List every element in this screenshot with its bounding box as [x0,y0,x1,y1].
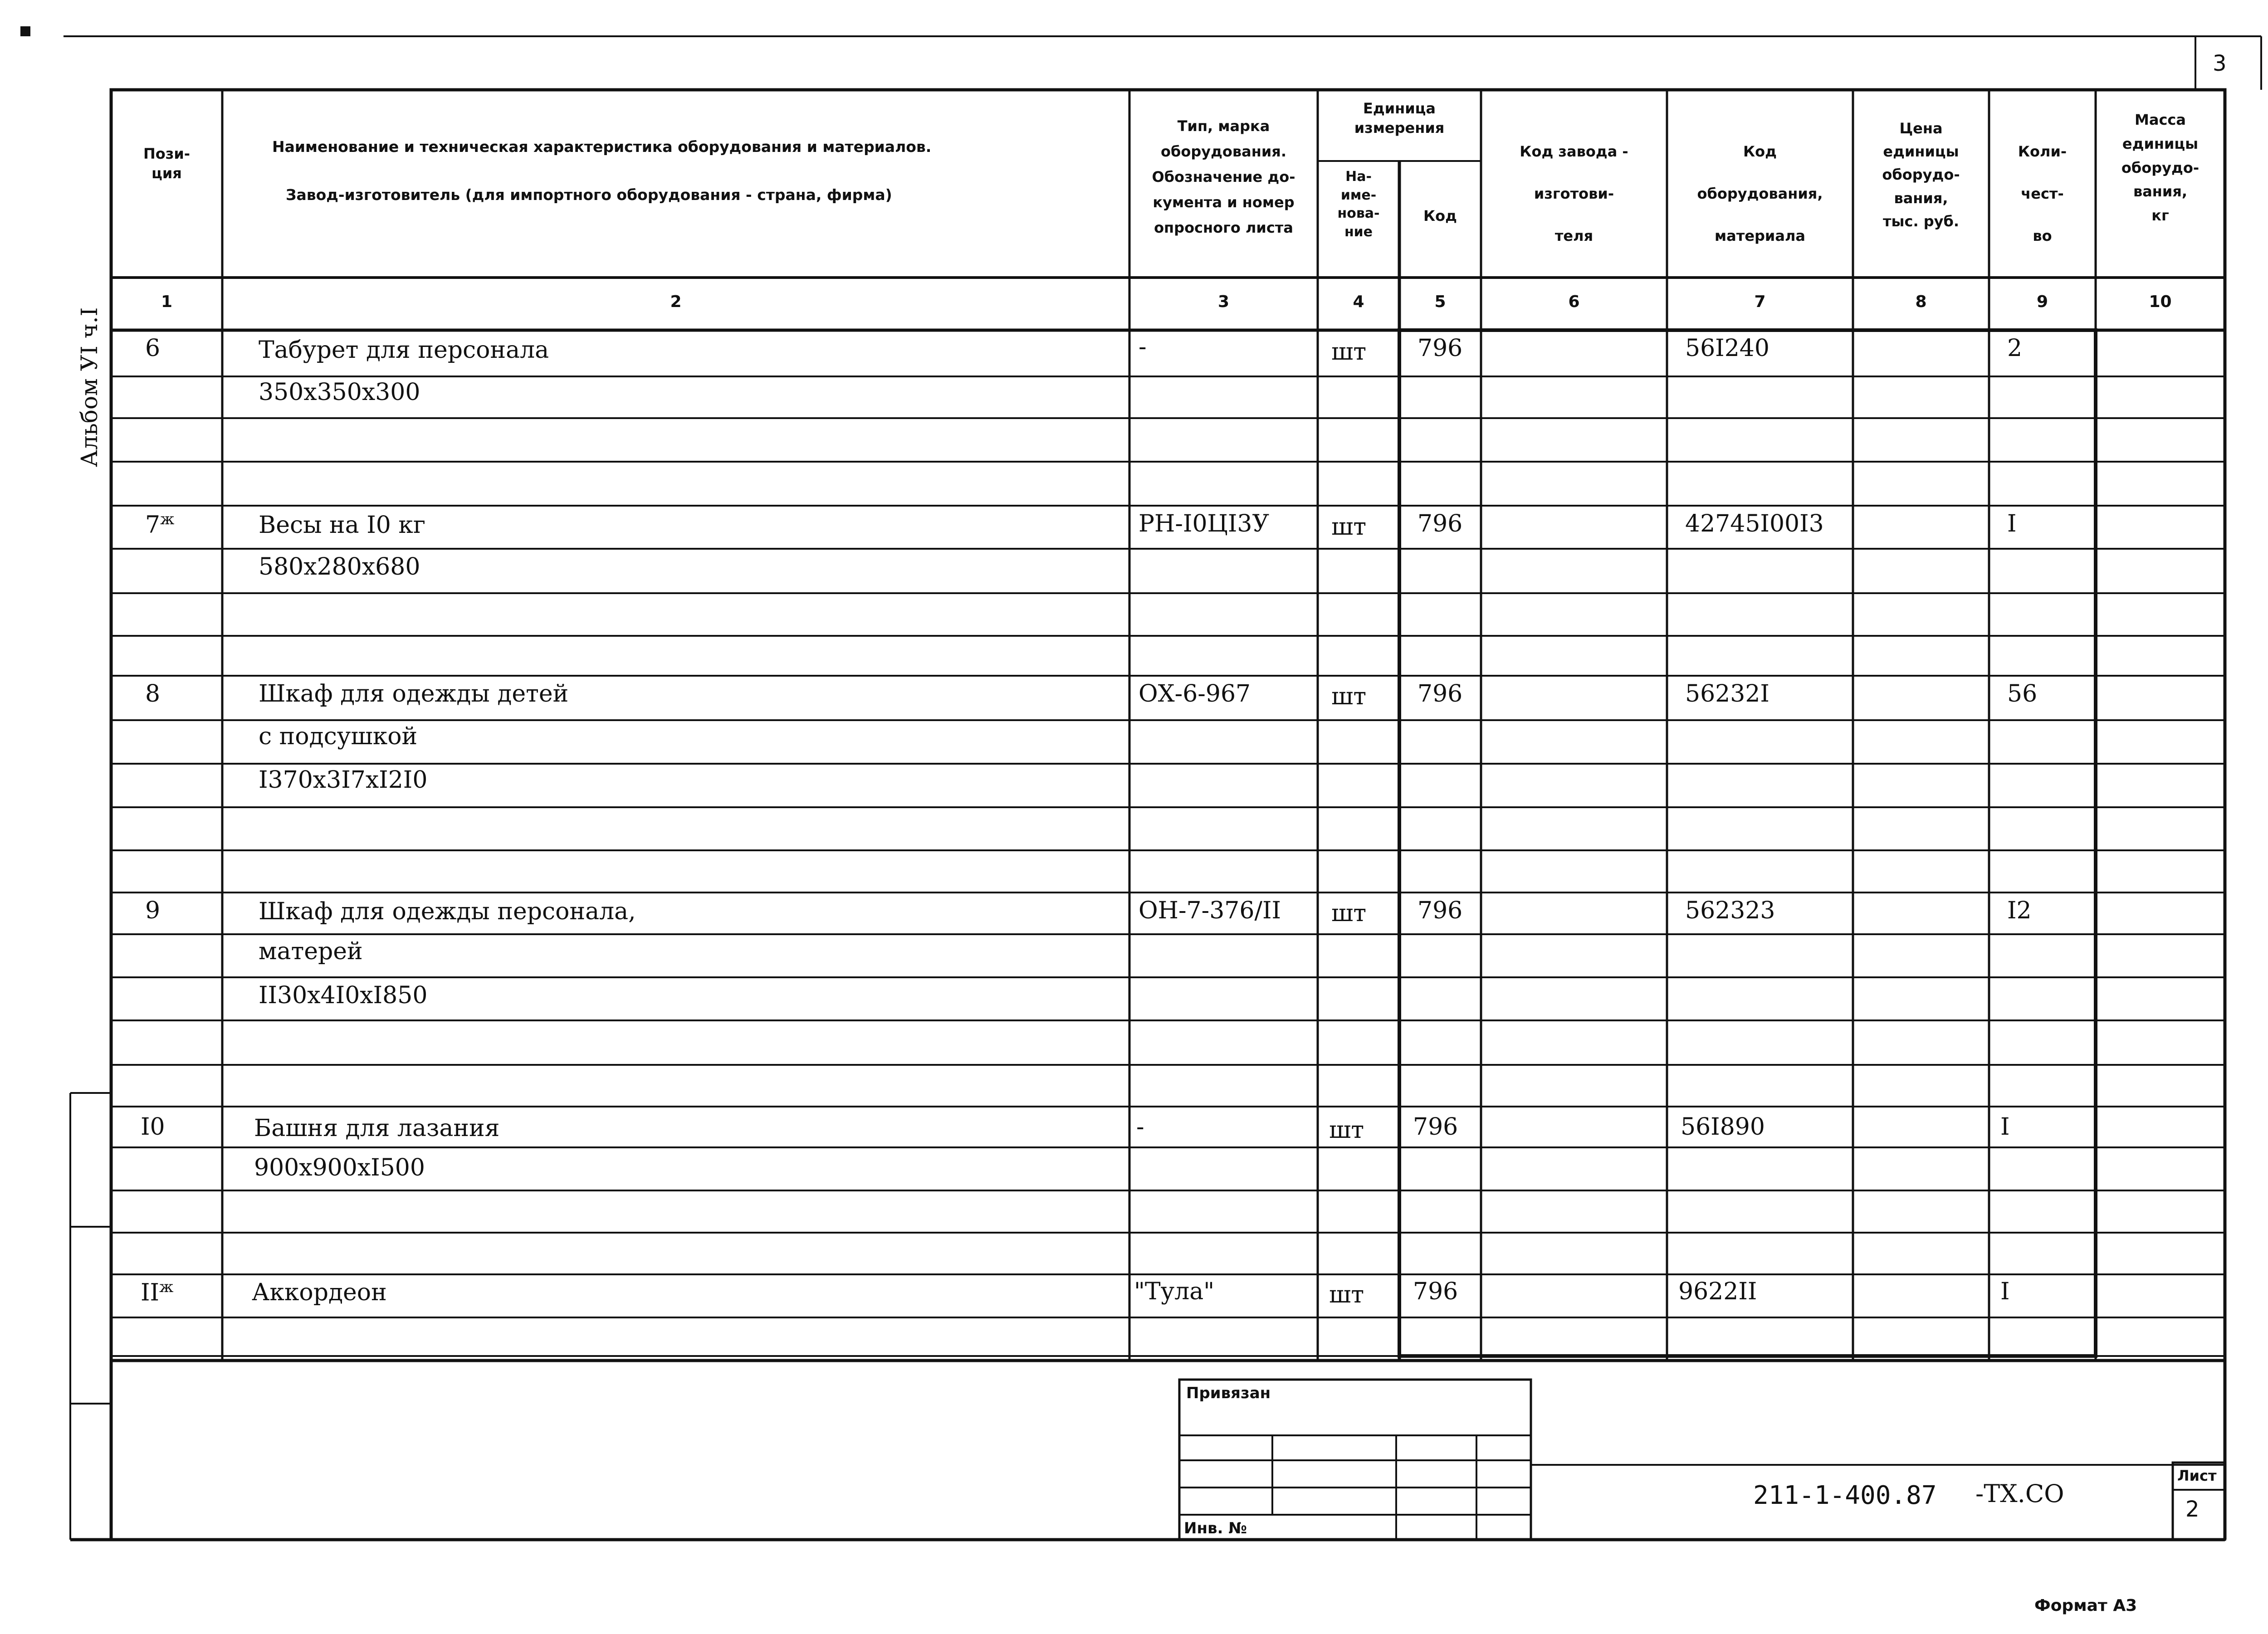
row-unit: шт [1331,683,1367,710]
row-unit-code: 796 [1418,897,1463,924]
row-quantity: 2 [2007,335,2023,362]
row-unit-code: 796 [1418,680,1463,707]
stamp-inventory-label: Инв. № [1184,1519,1247,1537]
row-type: - [1139,333,1147,361]
row-type: РН-I0ЦI3У [1139,510,1270,537]
row-quantity: I [2000,1113,2010,1141]
header-quantity: Коли- чест- во [2018,143,2067,244]
row-quantity: 56 [2007,680,2038,707]
colnum-4: 4 [1353,293,1364,311]
row-unit: шт [1331,900,1367,927]
corner-mark [20,26,30,36]
colnum-8: 8 [1915,293,1927,311]
row-type: ОН-7-376/II [1139,897,1281,924]
document-code: 211-1-400.87 [1753,1481,1937,1510]
colnum-6: 6 [1568,293,1580,311]
header-equipment-code: Код оборудования, материала [1697,143,1823,244]
row-equipment-code: 56I890 [1681,1113,1765,1141]
document-code-suffix: -ТХ.СО [1975,1479,2064,1508]
row-type: ОХ-6-967 [1139,680,1251,707]
stamp-bound-label: Привязан [1186,1384,1271,1402]
header-unit-group: Единица измерения [1354,100,1445,137]
row-equipment-code: 42745I00I3 [1685,510,1824,537]
row-unit: шт [1329,1281,1364,1308]
header-plant-code: Код завода - изготови- теля [1520,143,1628,244]
colnum-9: 9 [2036,293,2048,311]
row-unit-code: 796 [1418,510,1463,537]
row-name-line: Шкаф для одежды персонала, [259,898,636,925]
row-name-line: Табурет для персонала [259,337,549,364]
row-position: $II^ж$ [141,1278,174,1307]
row-unit: шт [1329,1117,1364,1144]
header-unit-code: Код [1423,207,1457,224]
format-label: Формат А3 [2034,1596,2137,1615]
row-position: I0 [141,1113,165,1141]
colnum-1: 1 [161,293,173,311]
row-name-line: матерей [259,938,363,965]
row-name-line: 350x350x300 [259,379,420,406]
header-unit-mass: Масса единицы оборудо- вания, кг [2121,111,2200,224]
header-name-line1: Наименование и техническая характеристика оборудования и материалов. [272,138,932,156]
colnum-10: 10 [2149,293,2172,311]
colnum-3: 3 [1217,293,1230,311]
row-name-line: с подсушкой [259,723,418,750]
header-position: Пози- ция [143,145,191,182]
row-unit-code: 796 [1413,1113,1458,1141]
page-number: 3 [2213,51,2227,76]
row-name-line: Аккордеон [252,1279,387,1306]
row-name-line: Весы на I0 кг [259,512,426,539]
row-name-line: 580x280x680 [259,553,420,580]
row-position: 9 [145,897,161,924]
row-equipment-code: 56232I [1685,680,1769,707]
row-quantity: I [2007,510,2017,537]
row-equipment-code: 562323 [1685,897,1775,924]
row-unit-code: 796 [1418,335,1463,362]
colnum-7: 7 [1754,293,1766,311]
colnum-2: 2 [670,293,682,311]
row-name-line: Шкаф для одежды детей [259,680,569,707]
row-quantity: I2 [2007,897,2032,924]
header-unit-price: Цена единицы оборудо- вания, тыс. руб. [1882,120,1960,230]
row-name-line: I370x3I7xI2I0 [259,766,428,794]
row-position: 6 [145,335,161,362]
row-unit: шт [1331,513,1367,541]
row-type: "Тула" [1134,1278,1215,1305]
sheet-value: 2 [2185,1497,2200,1522]
row-unit: шт [1331,338,1367,366]
row-type: - [1136,1113,1144,1141]
header-type: Тип, марка оборудования. Обозначение до- кумента и номер опросного листа [1152,117,1295,236]
row-equipment-code: 9622II [1678,1278,1757,1305]
position-mark: ж [159,1278,174,1296]
header-unit-name: На- име- нова- ние [1337,169,1380,240]
row-equipment-code: 56I240 [1685,335,1769,362]
colnum-5: 5 [1434,293,1446,311]
row-quantity: I [2000,1278,2010,1305]
header-name-line2: Завод-изготовитель (для импортного оборудования - страна, фирма) [286,186,892,204]
row-position: $7^ж$ [145,510,175,539]
row-unit-code: 796 [1413,1278,1458,1305]
row-name-line: 900x900xI500 [254,1154,425,1181]
position-mark: ж [160,510,175,528]
sheet-label: Лист [2177,1467,2217,1484]
row-position: 8 [145,680,161,707]
row-name-line: II30x4I0xI850 [259,982,428,1009]
album-side-label: Альбом УI ч.I [76,307,103,467]
row-name-line: Башня для лазания [254,1115,500,1142]
